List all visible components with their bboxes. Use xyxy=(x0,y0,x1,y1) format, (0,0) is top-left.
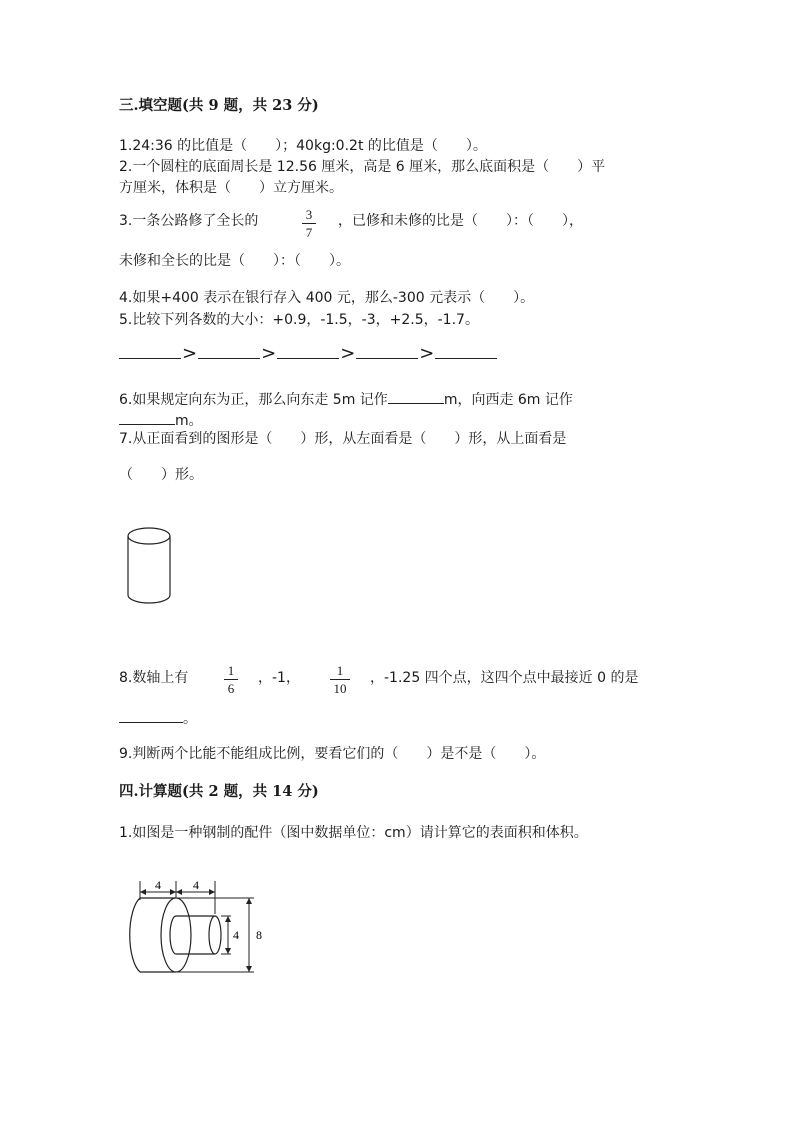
fraction-bar xyxy=(302,223,316,224)
question-3-line-2: 未修和全长的比是（ ）：（ ）。 xyxy=(119,253,350,269)
answer-blank[interactable] xyxy=(119,410,175,425)
answer-blank[interactable] xyxy=(435,344,497,359)
question-8-after: ，-1.25 四个点，这四个点中最接近 0 的是 xyxy=(370,670,639,686)
fraction-numerator: 1 xyxy=(336,663,344,678)
question-8-before: 8.数轴上有 xyxy=(119,670,189,686)
answer-blank[interactable] xyxy=(119,344,181,359)
question-5-answer-row xyxy=(119,344,497,364)
dimension-label-inner: 4 xyxy=(233,928,239,942)
question-5: 5.比较下列各数的大小：+0.9，-1.5，-3，+2.5，-1.7。 xyxy=(119,312,479,328)
question-7-line-2: （ ）形。 xyxy=(119,467,203,483)
question-3-after-fraction: ，已修和未修的比是（ ）：（ ）， xyxy=(338,213,583,229)
question-1: 1.24:36 的比值是（ ）；40kg:0.2t 的比值是（ ）。 xyxy=(119,138,487,154)
question-2-line-2: 方厘米，体积是（ ）立方厘米。 xyxy=(119,180,343,196)
arrowhead xyxy=(170,889,176,895)
question-7-line-1: 7.从正面看到的图形是（ ）形，从左面看是（ ）形，从上面看是 xyxy=(119,431,567,447)
question-6-line-2 xyxy=(119,410,203,430)
answer-blank[interactable] xyxy=(388,389,444,404)
greater-than-sign: > xyxy=(419,343,435,364)
fraction-denominator: 7 xyxy=(305,225,313,240)
calc-question-1: 1.如图是一种钢制的配件（图中数据单位：cm）请计算它的表面积和体积。 xyxy=(119,825,588,841)
question-6-line-1 xyxy=(119,389,573,409)
cylinder-bottom-arc xyxy=(128,595,170,603)
fraction-denominator: 6 xyxy=(227,681,235,696)
section-3-title: 三.填空题(共 9 题，共 23 分) xyxy=(119,97,319,114)
cylinder-top-ellipse xyxy=(128,528,170,544)
question-8-answer-line xyxy=(119,708,197,728)
question-6-part-2: m，向西走 6m 记作 xyxy=(443,392,573,408)
question-2-line-1: 2.一个圆柱的底面周长是 12.56 厘米，高是 6 厘米，那么底面积是（ ）平 xyxy=(119,159,606,175)
fraction-3-7 xyxy=(302,207,316,240)
arrowhead xyxy=(246,898,252,904)
answer-blank[interactable] xyxy=(198,344,260,359)
dimension-label-outer: 8 xyxy=(256,928,262,942)
arrowhead xyxy=(225,948,231,954)
fraction-numerator: 1 xyxy=(227,663,235,678)
fraction-bar xyxy=(330,679,350,680)
dimension-label-left: 4 xyxy=(155,878,161,892)
greater-than-sign: > xyxy=(340,343,356,364)
fraction-bar xyxy=(224,679,238,680)
answer-blank[interactable] xyxy=(277,344,339,359)
question-4: 4.如果+400 表示在银行存入 400 元，那么-300 元表示（ ）。 xyxy=(119,290,535,306)
fraction-numerator: 3 xyxy=(305,207,313,222)
arrowhead xyxy=(246,966,252,972)
question-6-part-3: m。 xyxy=(175,413,203,429)
fraction-denominator: 10 xyxy=(333,681,347,696)
fraction-1-6 xyxy=(224,663,238,696)
greater-than-sign: > xyxy=(182,343,198,364)
question-8-end: 。 xyxy=(183,711,197,727)
dimension-label-right: 4 xyxy=(193,878,199,892)
question-9: 9.判断两个比能不能组成比例，要看它们的（ ）是不是（ ）。 xyxy=(119,746,546,762)
arrowhead xyxy=(176,889,182,895)
arrowhead xyxy=(225,916,231,922)
question-8-middle: ，-1， xyxy=(258,670,300,686)
cylinder-figure xyxy=(124,524,176,608)
large-cylinder-face xyxy=(161,898,191,972)
arrowhead xyxy=(209,889,215,895)
answer-blank[interactable] xyxy=(119,708,183,723)
question-6-part-1: 6.如果规定向东为正，那么向东走 5m 记作 xyxy=(119,392,388,408)
steel-part-figure xyxy=(118,874,278,976)
section-4-title: 四.计算题(共 2 题，共 14 分) xyxy=(119,783,319,800)
answer-blank[interactable] xyxy=(356,344,418,359)
small-cylinder-face xyxy=(209,916,221,954)
greater-than-sign: > xyxy=(261,343,277,364)
large-cylinder-back-arc xyxy=(130,898,140,972)
fraction-1-10 xyxy=(330,663,350,696)
arrowhead xyxy=(140,889,146,895)
question-3-before-fraction: 3.一条公路修了全长的 xyxy=(119,213,259,229)
